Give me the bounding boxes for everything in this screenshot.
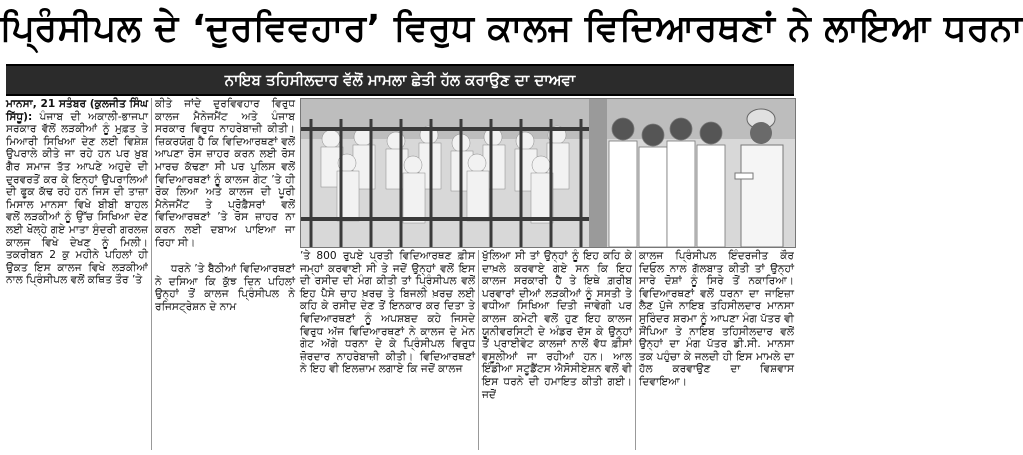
article-column-5: [639, 250, 794, 450]
column-4-text: ਖੁੱਲਿਆ ਸੀ ਤਾਂ ਉਨ੍ਹਾਂ ਨੂੰ ਇਹ ਕਹਿ ਕੇ ਦਾਖ਼ਲੇ ਕਰਵਾਏ ਗਏ ਸਨ ਕਿ ਇਹ ਕਾਲਜ ਸਰਕਾਰੀ ਹੈ ਤੇ ਇਥੇ ਗ਼ਰੀਬ ਪਰਵਾਰਾਂ ਦੀਆਂ ਲੜਕੀਆਂ ਨੂੰ ਸਸਤੀ ਤੇ ਵਧੀਆ ਸਿਖਿਆ ਦਿਤੀ ਜਾਵੇਗੀ ਪਰ ਕਾਲਜ ਕਮੇਟੀ ਵਲੋਂ ਹੁਣ ਇਹ ਕਾਲਜ ਯੂਨੀਵਰਸਿਟੀ ਦੇ ਅੰਡਰ ਦੱਸ ਕੇ ਉਨ੍ਹਾਂ ਤੋਂ ਪ੍ਰਾਈਵੇਟ ਕਾਲਜਾਂ ਨਾਲੋਂ ਵੱਧ ਫ਼ੀਸਾਂ ਵਸੂਲੀਆਂ ਜਾ ਰਹੀਆਂ ਹਨ। ਆਲ ਇੰਡੀਆ ਸਟੂਡੈਂਟਸ ਐਸੋਸੀਏਸ਼ਨ ਵਲੋਂ ਵੀ ਇਸ ਧਰਨੇ ਦੀ ਹਮਾਇਤ ਕੀਤੀ ਗਈ। ਜਦੋਂ: [482, 250, 632, 401]
column-divider: [478, 250, 479, 450]
headline: ਪ੍ਰਿੰਸੀਪਲ ਦੇ ‘ਦੁਰਵਿਵਹਾਰ’ ਵਿਰੁਧ ਕਾਲਜ ਵਿਦਿਆਰਥਣਾਂ ਨੇ ਲਾਇਆ ਧਰਨਾ: [0, 8, 1023, 49]
students-protest-photo: [301, 99, 795, 247]
column-3-text: ’ਤੇ 800 ਰੁਪਏ ਪ੍ਰਤੀ ਵਿਦਿਆਰਥਣ ਫ਼ੀਸ ਜਮ੍ਹਾਂ ਕਰਵਾਈ ਸੀ ਤੇ ਜਦੋਂ ਉਨ੍ਹਾਂ ਵਲੋਂ ਇਸ ਦੀ ਰਸੀਦ ਦੀ ਮੰਗ ਕੀਤੀ ਤਾਂ ਪ੍ਰਿੰਸੀਪਲ ਵਲੋਂ ਇਹ ਪੈਸੇ ਚਾਹ ਖ਼ਰਚ ਤੇ ਬਿਜਲੀ ਖ਼ਰਚ ਲਈ ਕਹਿ ਕੇ ਰਸੀਦ ਦੇਣ ਤੋਂ ਇਨਕਾਰ ਕਰ ਦਿਤਾ ਤੇ ਵਿਦਿਆਰਥਣਾਂ ਨੂੰ ਅਪਸ਼ਬਦ ਕਹੇ ਜਿਸਦੇ ਵਿਰੁਧ ਅੱਜ ਵਿਦਿਆਰਥਣਾਂ ਨੇ ਕਾਲਜ ਦੇ ਮੇਨ ਗੇਟ ਅੱਗੇ ਧਰਨਾ ਦੇ ਕੇ ਪ੍ਰਿੰਸੀਪਲ ਵਿਰੁਧ ਜ਼ੋਰਦਾਰ ਨਾਹਰੇਬਾਜ਼ੀ ਕੀਤੀ। ਵਿਦਿਆਰਥਣਾਂ ਨੇ ਇਹ ਵੀ ਇਲਜ਼ਾਮ ਲਗਾਏ ਕਿ ਜਦੋਂ ਕਾਲਜ: [300, 250, 475, 376]
column-2b-text: ਧਰਨੇ ’ਤੇ ਬੈਠੀਆਂ ਵਿਦਿਆਰਥਣਾਂ ਨੇ ਦਸਿਆ ਕਿ ਕੁੱਝ ਦਿਨ ਪਹਿਲਾਂ ਉਨ੍ਹਾਂ ਤੋਂ ਕਾਲਜ ਪ੍ਰਿੰਸੀਪਲ ਨੇ ਰਜਿਸਟ੍ਰੇਸ਼ਨ ਦੇ ਨਾਮ: [155, 263, 295, 313]
column-2-text: ਕੀਤੇ ਜਾਂਦੇ ਦੁਰਵਿਵਹਾਰ ਵਿਰੁਧ ਕਾਲਜ ਮੈਨੇਜਮੈਂਟ ਅਤੇ ਪੰਜਾਬ ਸਰਕਾਰ ਵਿਰੁਧ ਨਾਹਰੇਬਾਜ਼ੀ ਕੀਤੀ। ਜ਼ਿਕਰਯੋਗ ਹੈ ਕਿ ਵਿਦਿਆਰਥਣਾਂ ਵਲੋਂ ਆਪਣਾ ਰੋਸ ਜ਼ਾਹਰ ਕਰਨ ਲਈ ਰੋਸ ਮਾਰਚ ਕੱਢਣਾ ਸੀ ਪਰ ਪੁਲਿਸ ਵਲੋਂ ਵਿਦਿਆਰਥਣਾਂ ਨੂੰ ਕਾਲਜ ਗੇਟ ’ਤੇ ਹੀ ਰੋਕ ਲਿਆ ਅਤੇ ਕਾਲਜ ਦੀ ਪੂਰੀ ਮੈਨੇਜਮੈਂਟ ਤੇ ਪ੍ਰੋਫ਼ੈਸਰਾਂ ਵਲੋਂ ਵਿਦਿਆਰਥਣਾਂ ’ਤੇ ਰੋਸ ਜ਼ਾਹਰ ਨਾ ਕਰਨ ਲਈ ਦਬਾਅ ਪਾਇਆ ਜਾ ਰਿਹਾ ਸੀ।: [155, 98, 295, 249]
column-divider: [151, 98, 152, 450]
article-column-2: [155, 98, 295, 450]
dateline: ਮਾਨਸਾ, 21 ਸਤੰਬਰ (ਕੁਲਜੀਤ ਸਿੰਘ ਸਿੱਧੂ):: [6, 98, 148, 123]
article-column-4: [482, 250, 632, 450]
subheadline-bar: ਨਾਇਬ ਤਹਿਸੀਲਦਾਰ ਵੱਲੋਂ ਮਾਮਲਾ ਛੇਤੀ ਹੱਲ ਕਰਾਉਣ ਦਾ ਦਾਅਵਾ: [6, 64, 794, 96]
column-1-text: ਪੰਜਾਬ ਦੀ ਅਕਾਲੀ-ਭਾਜਪਾ ਸਰਕਾਰ ਵੱਲੋਂ ਲੜਕੀਆਂ ਨੂੰ ਮੁਫ਼ਤ ਤੇ ਮਿਆਰੀ ਸਿਖਿਆ ਦੇਣ ਲਈ ਵਿਸ਼ੇਸ਼ ਉਪਰਾਲੇ ਕੀਤੇ ਜਾ ਰਹੇ ਹਨ ਪਰ ਖ਼ੁਬ ਗੈਰ ਸਮਾਜ ਤੱਤ ਆਪਣੇ ਅਹੁਦੇ ਦੀ ਦੁਰਵਰਤੋਂ ਕਰ ਕੇ ਇਨ੍ਹਾਂ ਉਪਰਾਲਿਆਂ ਦੀ ਫੂਕ ਕੱਢ ਰਹੇ ਹਨ ਜਿਸ ਦੀ ਤਾਜ਼ਾ ਮਿਸਾਲ ਮਾਨਸਾ ਵਿਖੇ ਬੀਬੀ ਬਾਹਲ ਵਲੋਂ ਲੜਕੀਆਂ ਨੂੰ ਉੱਚ ਸਿਖਿਆ ਦੇਣ ਲਈ ਖੋਲ੍ਹੇ ਗਏ ਮਾਤਾ ਸੁੰਦਰੀ ਗਰਲਜ਼ ਕਾਲਜ ਵਿਖੇ ਦੇਖਣ ਨੂੰ ਮਿਲੀ। ਤਕਰੀਬਨ 2 ਕੁ ਮਹੀਨੇ ਪਹਿਲਾਂ ਹੀ ਉਕਤ ਇਸ ਕਾਲਜ ਵਿਖੇ ਲੜਕੀਆਂ ਨਾਲ ਪ੍ਰਿੰਸੀਪਲ ਵਲੋਂ ਕਥਿਤ ਤੌਰ ’ਤੇ: [6, 110, 148, 287]
news-photo: [300, 98, 796, 248]
article-column-3: [300, 250, 475, 450]
column-5-text: ਕਾਲਜ ਪ੍ਰਿੰਸੀਪਲ ਇੰਦਰਜੀਤ ਕੌਰ ਦਿਓਲ ਨਾਲ ਗੱਲਬਾਤ ਕੀਤੀ ਤਾਂ ਉਨ੍ਹਾਂ ਸਾਰੇ ਦੋਸ਼ਾਂ ਨੂੰ ਸਿਰੇ ਤੋਂ ਨਕਾਰਿਆ। ਵਿਦਿਆਰਥਣਾਂ ਵਲੋਂ ਧਰਨਾ ਦਾ ਜਾਇਜ਼ਾ ਲੈਣ ਪੁੱਜੇ ਨਾਇਬ ਤਹਿਸੀਲਦਾਰ ਮਾਨਸਾ ਸੁਰਿੰਦਰ ਸ਼ਰਮਾ ਨੂੰ ਆਪਣਾ ਮੰਗ ਪੱਤਰ ਵੀ ਸੌਂਪਿਆ ਤੇ ਨਾਇਬ ਤਹਿਸੀਲਦਾਰ ਵਲੋਂ ਉਨ੍ਹਾਂ ਦਾ ਮੰਗ ਪੱਤਰ ਡੀ.ਸੀ. ਮਾਨਸਾ ਤਕ ਪਹੁੰਚਾ ਕੇ ਜਲਦੀ ਹੀ ਇਸ ਮਾਮਲੇ ਦਾ ਹੱਲ ਕਰਵਾਉਣ ਦਾ ਵਿਸ਼ਵਾਸ ਦਿਵਾਇਆ।: [639, 250, 794, 388]
column-divider: [635, 250, 636, 450]
article-column-1: [6, 98, 148, 450]
